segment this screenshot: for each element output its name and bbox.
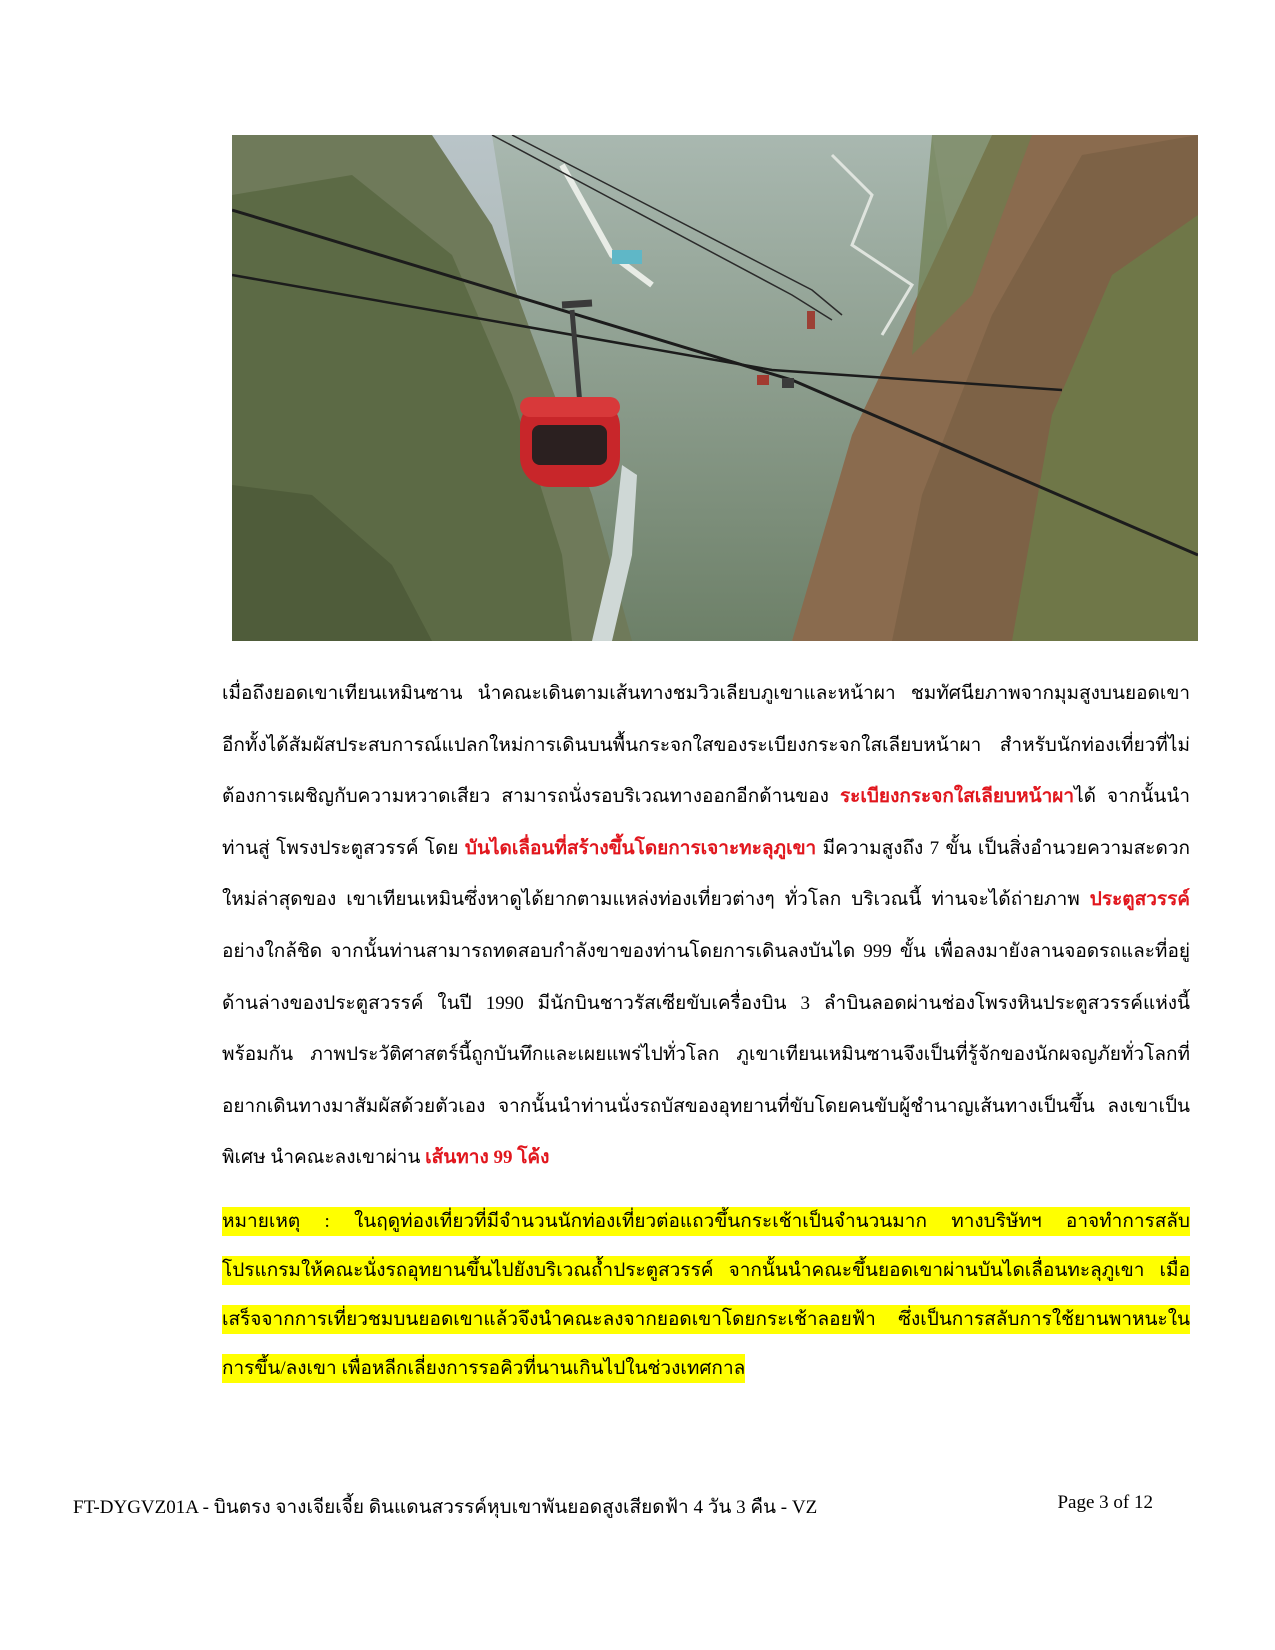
page-footer: [73, 1492, 1153, 1522]
desc-part-4: อย่างใกล้ชิด จากนั้นท่านสามารถทดสอบกำลังขาของท่านโดยการเดินลงบันได 999 ขั้น เพื่อลงมายังลานจอดรถและที่อยู่ด้านล่างของประตูสวรรค์ ในปี 1990 มีนักบินชาวรัสเซียขับเครื่องบิน 3 ลำบินลอดผ่านช่องโพรงหินประตูสวรรค์แห่งนี้พร้อมกัน ภาพประวัติศาสตร์นี้ถูกบันทึกและเผยแพร่ไปทั่วโลก ภูเขาเทียนเหมินซานจึงเป็นที่รู้จักของนักผจญภัยทั่วโลกที่อยากเดินทางมาสัมผัสด้วยตัวเอง จากนั้นนำท่านนั่งรถบัสของอุทยานที่ขับโดยคนขับผู้ชำนาญเส้นทางเป็นขึ้น ลงเขาเป็นพิเศษ นำคณะลงเขาผ่าน: [222, 940, 1190, 1169]
footer-document-title: FT-DYGVZ01A - บินตรง จางเจียเจี้ย ดินแดนสวรรค์หุบเขาพันยอดสูงเสียดฟ้า 4 วัน 3 คืน - VZ: [73, 1497, 818, 1518]
highlight-glass-walkway: ระเบียงกระจกใสเลียบหน้าผา: [839, 786, 1075, 808]
desc-part-3: มีความสูงถึง 7 ขั้น เป็นสิ่งอำนวยความสะดวกใหม่ล่าสุดของ เขาเทียนเหมินซึ่งหาดูได้ยากตามแหล่งท่องเที่ยวต่างๆ ทั่วโลก บริเวณนี้ ท่านจะได้ถ่ายภาพ: [222, 837, 1190, 911]
desc-part-2: ได้ จากนั้นนำท่านสู่ โพรงประตูสวรรค์ โดย: [222, 786, 1190, 859]
highlight-heaven-gate: ประตูสวรรค์: [1089, 889, 1190, 911]
cable-car-photo: [232, 135, 1198, 641]
page-number: Page 3 of 12: [1057, 1492, 1153, 1513]
highlight-escalator: บันไดเลื่อนที่สร้างขึ้นโดยการเจาะทะลุภูเขา: [464, 837, 817, 859]
highlight-99-bends: เส้นทาง 99 โค้ง: [425, 1147, 550, 1169]
tour-description: [222, 668, 1190, 1184]
desc-part-1: เมื่อถึงยอดเขาเทียนเหมินซาน นำคณะเดินตามเส้นทางชมวิวเลียบภูเขาและหน้าผา ชมทัศนียภาพจากมุมสูงบนยอดเขา อีกทั้งได้สัมผัสประสบการณ์แปลกใหม่การเดินบนพื้นกระจกใสของระเบียงกระจกใสเลียบหน้าผา สำหรับนักท่องเที่ยวที่ไม่ต้องการเผชิญกับความหวาดเสียว สามารถนั่งรอบริเวณทางออกอีกด้านของ: [222, 683, 1190, 808]
remark-text: หมายเหตุ : ในฤดูท่องเที่ยวที่มีจำนวนนักท่องเที่ยวต่อแถวขึ้นกระเช้าเป็นจำนวนมาก ทางบริษัทฯ อาจทำการสลับโปรแกรมให้คณะนั่งรถอุทยานขึ้นไปยังบริเวณถ้ำประตูสวรรค์ จากนั้นนำคณะขึ้นยอดเขาผ่านบันไดเลื่อนทะลุภูเขา เมื่อเสร็จจากการเที่ยวชมบนยอดเขาแล้วจึงนำคณะลงจากยอดเขาโดยกระเช้าลอยฟ้า ซึ่งเป็นการสลับการใช้ยานพาหนะในการขึ้น/ลงเขา เพื่อหลีกเลี่ยงการรอคิวที่นานเกินไปในช่วงเทศกาล: [222, 1207, 1190, 1383]
remark-note: [222, 1197, 1190, 1393]
